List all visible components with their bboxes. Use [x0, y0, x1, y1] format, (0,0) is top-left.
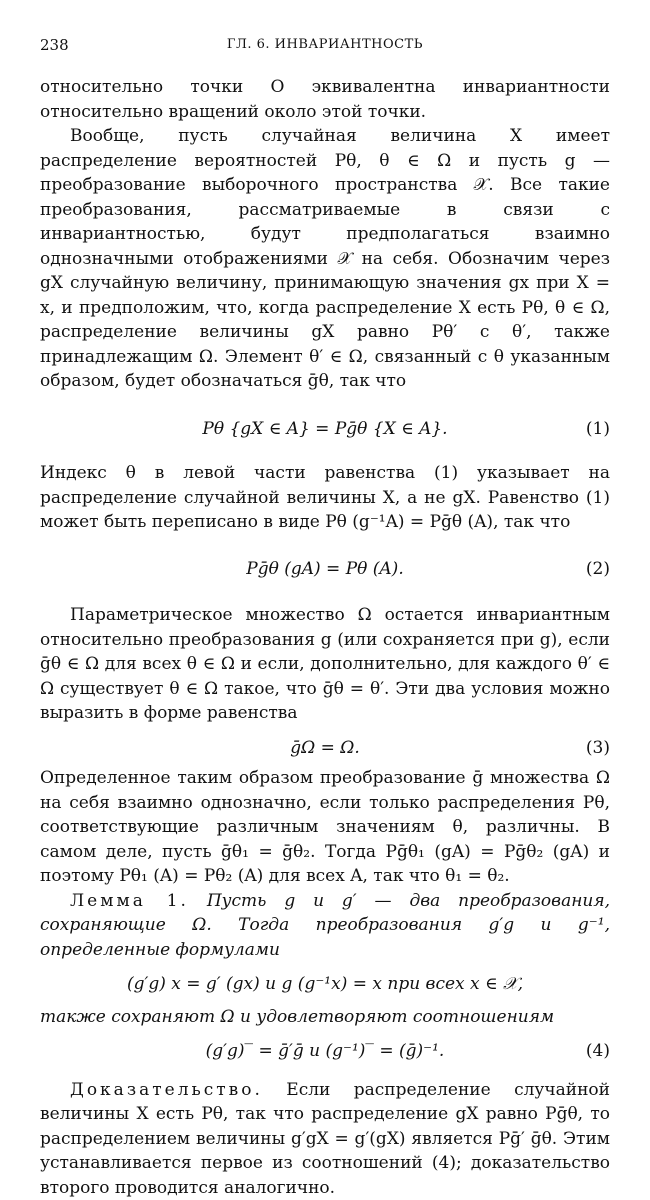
equation-4-number: (4)	[586, 1039, 610, 1064]
paragraph-one-to-one: Определенное таким образом преобразование ḡ множества Ω на себя взаимно однозначно, если только распределения Pθ, соответствующие различным значениям θ, различны. В самом деле, пусть ḡθ₁ = ḡθ₂. Тогда Pḡθ₁ (gA) = Pḡθ₂ (gA) и поэтому Pθ₁ (A) = Pθ₂ (A) для всех A, так что θ₁ = θ₂.	[40, 766, 610, 889]
lemma-1	[40, 889, 610, 963]
lemma-definitions-formula	[40, 972, 610, 997]
proof-text: Если распределение случайной величины X есть Pθ, так что распределение gX равно Pḡθ, то распределением величины g′gX = g′(gX) является Pḡ′ ḡθ. Этим устанавливается первое из соотношений (4); доказательство второго проводится аналогично.	[40, 1080, 610, 1198]
equation-1	[40, 417, 610, 442]
equation-3-number: (3)	[586, 736, 610, 761]
paragraph-definition: Вообще, пусть случайная величина X имеет распределение вероятностей Pθ, θ ∈ Ω и пусть g — преобразование выборочного пространства 𝒳. Все такие преобразования, рассматриваемые в связи с инвариантностью, будут предполагаться взаимно однозначными отображениями 𝒳 на себя. Обозначим через gX случайную величину, принимающую значения gx при X = x, и предположим, что, когда распределение X есть Pθ, θ ∈ Ω, распределение величины gX равно Pθ′ с θ′, также принадлежащим Ω. Элемент θ′ ∈ Ω, связанный с θ указанным образом, будет обозначаться ḡθ, так что	[40, 124, 610, 394]
lemma-1-label: Лемма 1.	[70, 891, 189, 911]
equation-3-body: ḡΩ = Ω.	[290, 736, 360, 761]
equation-1-body: Pθ {gX ∈ A} = Pḡθ {X ∈ A}.	[202, 417, 447, 442]
lemma-1-continuation: также сохраняют Ω и удовлетворяют соотношениям	[40, 1005, 610, 1030]
proof-label: Доказательство.	[70, 1080, 263, 1100]
lemma-definitions-body: (g′g) x = g′ (gx) и g (g⁻¹x) = x при всех x ∈ 𝒳,	[127, 972, 523, 997]
paragraph-intro: относительно точки O эквивалентна инвариантности относительно вращений около этой точки.	[40, 75, 610, 124]
paragraph-parameter-set: Параметрическое множество Ω остается инвариантным относительно преобразования g (или сохраняется при g), если ḡθ ∈ Ω для всех θ ∈ Ω и если, дополнительно, для каждого θ′ ∈ Ω существует θ ∈ Ω такое, что ḡθ = θ′. Эти два условия можно выразить в форме равенства	[40, 603, 610, 726]
page-number: 238	[40, 36, 69, 54]
equation-1-number: (1)	[586, 417, 610, 442]
equation-4	[40, 1039, 610, 1064]
equation-4-body: (g′g)‾ = ḡ′ḡ и (g⁻¹)‾ = (ḡ)⁻¹.	[206, 1039, 445, 1064]
equation-2	[40, 557, 610, 582]
lemma-1-statement: Пусть g и g′ — два преобразования, сохраняющие Ω. Тогда преобразования g′g и g⁻¹, определенные формулами	[40, 891, 610, 960]
equation-3	[40, 736, 610, 761]
equation-2-number: (2)	[586, 557, 610, 582]
proof	[40, 1078, 610, 1200]
running-head: ГЛ. 6. ИНВАРИАНТНОСТЬ	[40, 37, 610, 52]
page-body	[40, 75, 610, 1200]
paragraph-index-note: Индекс θ в левой части равенства (1) указывает на распределение случайной величины X, а не gX. Равенство (1) может быть переписано в виде Pθ (g⁻¹A) = Pḡθ (A), так что	[40, 461, 610, 535]
equation-2-body: Pḡθ (gA) = Pθ (A).	[246, 557, 403, 582]
page-header	[40, 36, 610, 56]
